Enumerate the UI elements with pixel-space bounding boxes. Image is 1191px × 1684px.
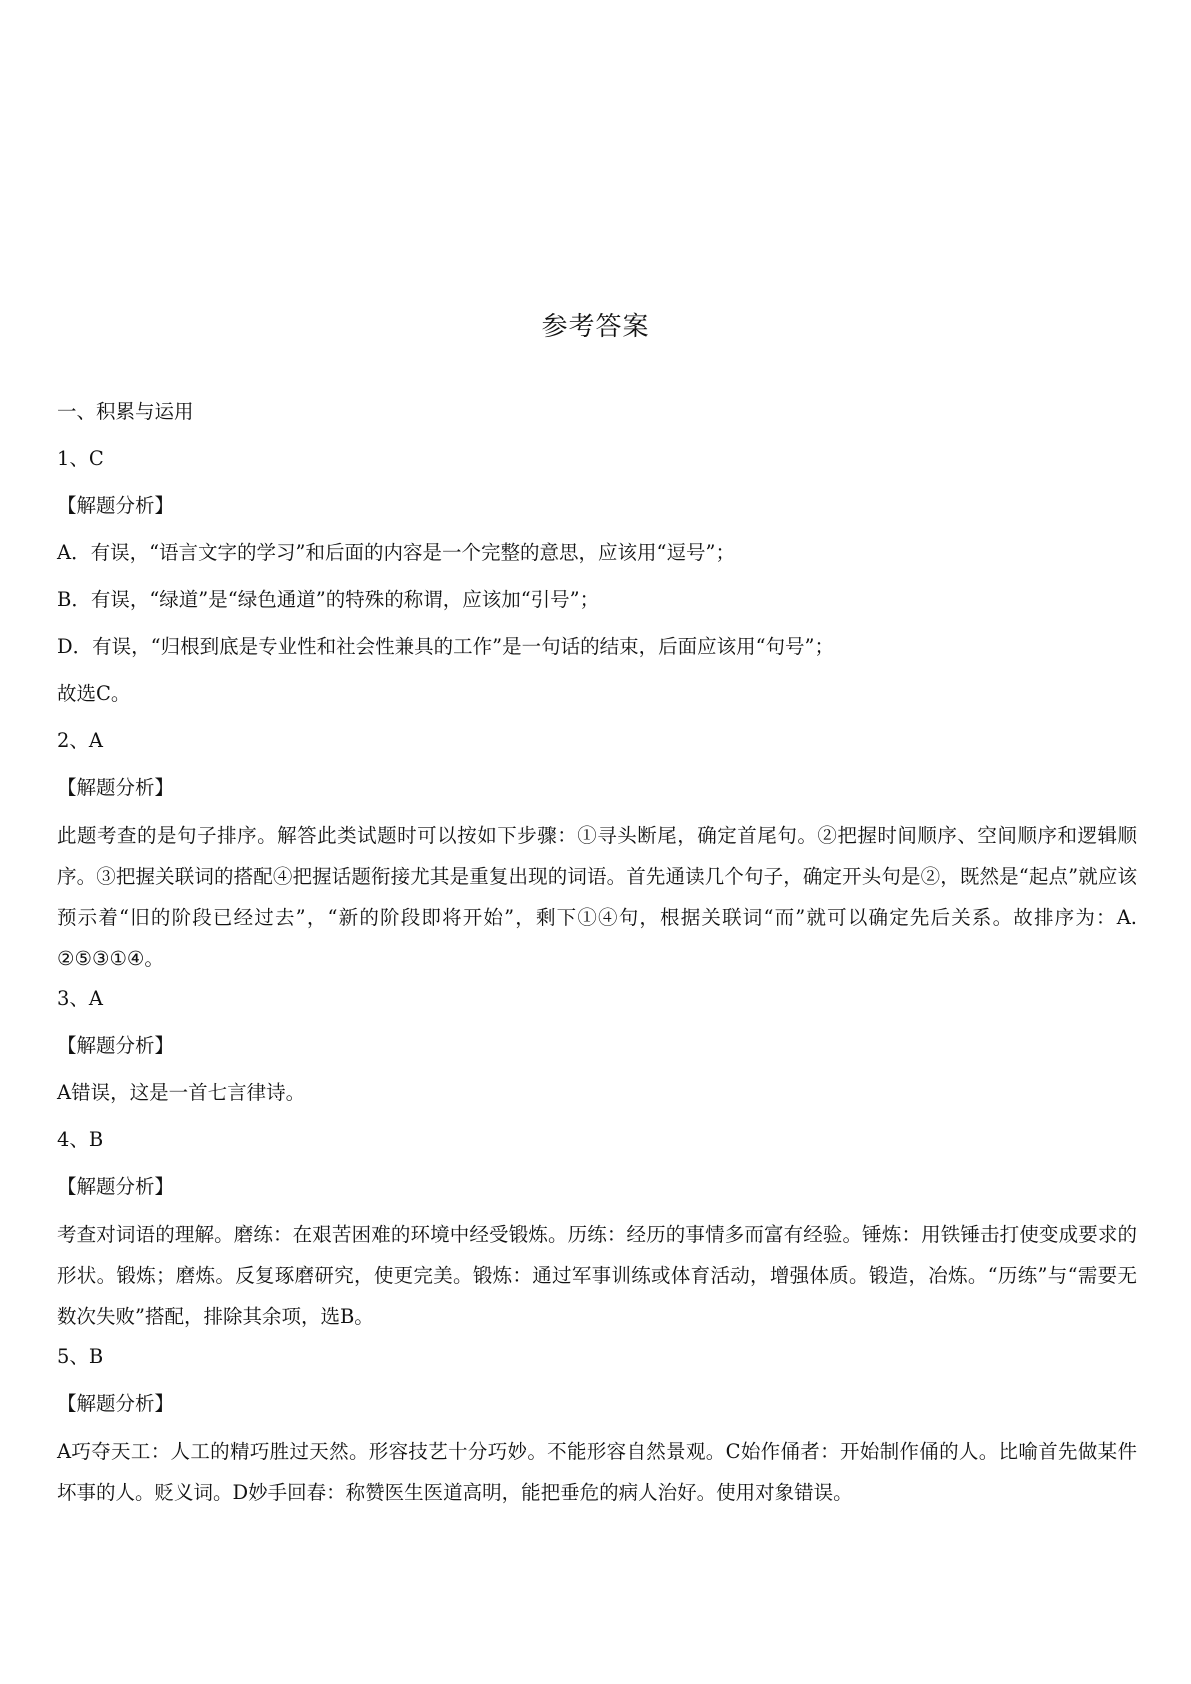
analysis-line: D．有误，“归根到底是专业性和社会性兼具的工作”是一句话的结束，后面应该用“句号”； [57,635,835,658]
analysis-label-4: 【解题分析】 [57,1175,175,1198]
analysis-paragraph-2: 此题考查的是句子排序。解答此类试题时可以按如下步骤：①寻头断尾，确定首尾句。②把握时间顺序、空间顺序和逻辑顺序。③把握关联词的搭配④把握话题衔接尤其是重复出现的词语。首先通读几个句子，确定开头句是②，既然是“起点”就应该预示着“旧的阶段已经过去”，“新的阶段即将开始”，剩下①④句，根据关联词“而”就可以确定先后关系。故排序为：A. ②⑤③①④。 [57,824,1137,970]
answer-line-3: 3、A [57,987,103,1010]
answer-content [57,398,1137,1519]
analysis-line: B．有误，“绿道”是“绿色通道”的特殊的称谓，应该加“引号”； [57,588,600,611]
answer-line-2: 2、A [57,729,103,752]
analysis-paragraph-4: 考查对词语的理解。磨练：在艰苦困难的环境中经受锻炼。历练：经历的事情多而富有经验。锤炼：用铁锤击打使变成要求的形状。锻炼；磨炼。反复琢磨研究，使更完美。锻炼：通过军事训练或体育活动，增强体质。锻造，冶炼。“历练”与“需要无数次失败”搭配，排除其余项，选B。 [57,1223,1137,1328]
page-title: 参考答案 [541,312,650,342]
analysis-line: A．有误，“语言文字的学习”和后面的内容是一个完整的意思，应该用“逗号”； [57,541,735,564]
analysis-paragraph-5: A巧夺天工：人工的精巧胜过天然。形容技艺十分巧妙。不能形容自然景观。C始作俑者：开始制作俑的人。比喻首先做某件坏事的人。贬义词。D妙手回春：称赞医生医道高明，能把垂危的病人治好。使用对象错误。 [57,1440,1137,1504]
analysis-label-1: 【解题分析】 [57,494,175,517]
analysis-label-5: 【解题分析】 [57,1392,175,1415]
section-heading: 一、积累与运用 [57,400,194,423]
answer-line-1: 1、C [57,447,104,470]
analysis-label-2: 【解题分析】 [57,776,175,799]
analysis-line: A错误，这是一首七言律诗。 [57,1081,306,1104]
answer-line-4: 4、B [57,1128,104,1151]
analysis-line: 故选C。 [57,682,131,705]
answer-line-5: 5、B [57,1345,104,1368]
analysis-label-3: 【解题分析】 [57,1034,175,1057]
